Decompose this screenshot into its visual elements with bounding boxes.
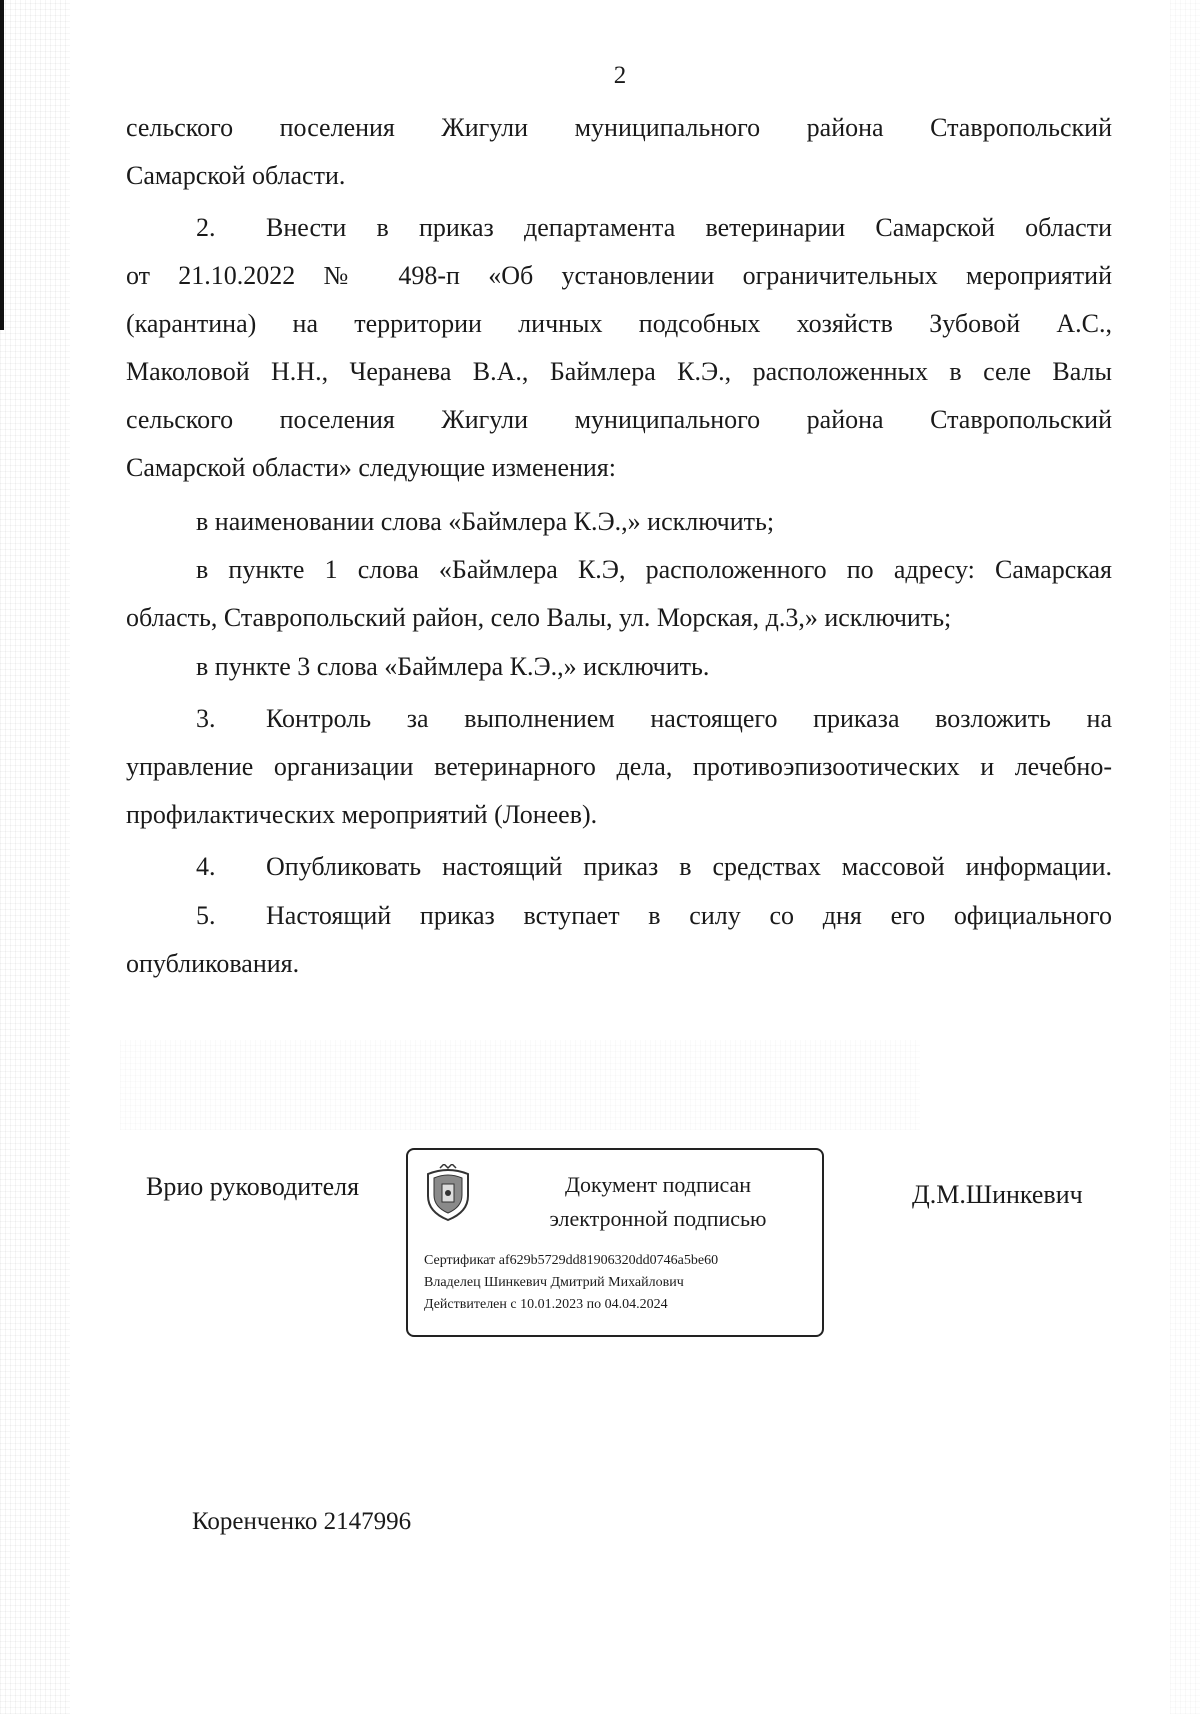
text-fragment: Внести в приказ департамента ветеринарии Самарской области xyxy=(266,213,1112,242)
text-line xyxy=(126,843,1112,891)
paragraph-continuation xyxy=(126,104,1112,200)
paragraph-item-3 xyxy=(126,695,1112,839)
stamp-certificate-info xyxy=(424,1250,718,1316)
text-line: профилактических мероприятий (Лонеев). xyxy=(126,800,598,829)
text-line: опубликования. xyxy=(126,949,300,978)
stamp-heading-line: Документ подписан xyxy=(564,1172,752,1197)
text-fragment: Опубликовать настоящий приказ в средствах массовой информации. xyxy=(266,852,1112,881)
text-line xyxy=(126,695,1112,743)
stamp-heading-line: электронной подписью xyxy=(549,1206,767,1231)
scan-noise-right xyxy=(1170,0,1200,1714)
text-line: управление организации ветеринарного дела, противоэпизоотических и лечебно- xyxy=(126,752,1112,781)
text-line: сельского поселения Жигули муниципального района Ставропольский xyxy=(126,113,1112,142)
scan-noise-middle xyxy=(120,1040,920,1130)
item-number: 4. xyxy=(196,852,216,881)
text-fragment: Настоящий приказ вступает в силу со дня его официального xyxy=(266,901,1112,930)
text-line: от 21.10.2022 № 498-п «Об установлении ограничительных мероприятий xyxy=(126,261,1112,290)
text-line: в пункте 3 слова «Баймлера К.Э.,» исключить. xyxy=(196,652,710,681)
paragraph-change-2 xyxy=(126,546,1112,642)
signer-title: Врио руководителя xyxy=(146,1172,360,1201)
text-line: в наименовании слова «Баймлера К.Э.,» исключить; xyxy=(196,507,775,536)
paragraph-item-5 xyxy=(126,892,1112,988)
item-number: 3. xyxy=(196,704,216,733)
paragraph-item-4 xyxy=(126,843,1112,891)
paragraph-change-1 xyxy=(126,498,1112,546)
text-line: (карантина) на территории личных подсобных хозяйств Зубовой А.С., xyxy=(126,309,1112,338)
text-line xyxy=(126,892,1112,940)
paragraph-item-2 xyxy=(126,204,1112,492)
text-line: в пункте 1 слова «Баймлера К.Э, расположенного по адресу: Самарская xyxy=(196,555,1112,584)
text-line: область, Ставропольский район, село Валы, ул. Морская, д.3,» исключить; xyxy=(126,603,952,632)
text-line: Самарской области. xyxy=(126,161,346,190)
certificate-validity: Действителен с 10.01.2023 по 04.04.2024 xyxy=(424,1297,668,1312)
text-fragment: Контроль за выполнением настоящего приказа возложить на xyxy=(266,704,1112,733)
certificate-number: Сертификат af629b5729dd81906320dd0746a5be60 xyxy=(424,1253,719,1268)
stamp-heading xyxy=(498,1168,818,1236)
text-line: Маколовой Н.Н., Черанева В.А., Баймлера К.Э., расположенных в селе Валы xyxy=(126,357,1112,386)
text-line: сельского поселения Жигули муниципального района Ставропольский xyxy=(126,405,1112,434)
text-line: Самарской области» следующие изменения: xyxy=(126,453,616,482)
certificate-owner: Владелец Шинкевич Дмитрий Михайлович xyxy=(424,1275,684,1290)
signer-name: Д.М.Шинкевич xyxy=(912,1180,1083,1209)
scan-noise-left xyxy=(0,0,70,1714)
electronic-signature-stamp xyxy=(406,1148,824,1337)
page-number: 2 xyxy=(613,62,627,89)
item-number: 5. xyxy=(196,901,216,930)
coat-of-arms-icon xyxy=(424,1164,472,1222)
text-line xyxy=(126,204,1112,252)
item-number: 2. xyxy=(196,213,216,242)
paragraph-change-3 xyxy=(126,643,1112,691)
executor-info: Коренченко 2147996 xyxy=(192,1508,412,1535)
